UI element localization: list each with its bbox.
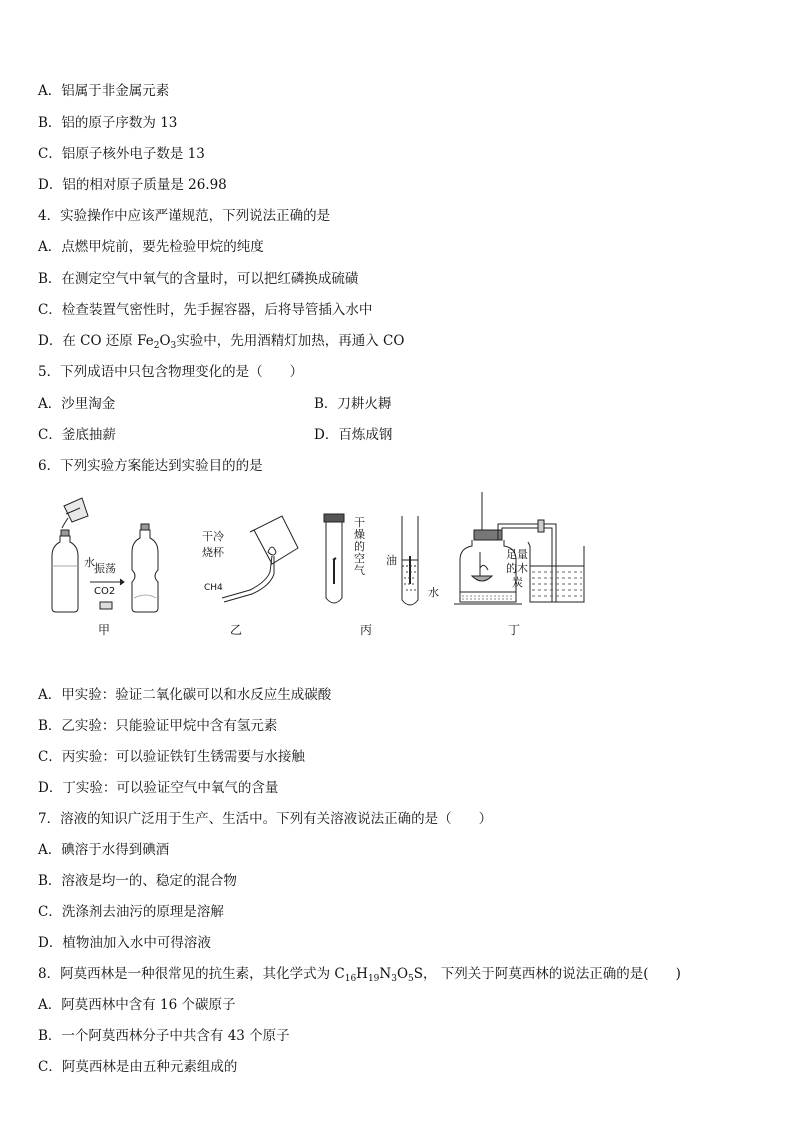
experiment-diagram <box>36 486 596 640</box>
label-dry-air-2: 燥 <box>354 528 365 541</box>
q5-option-d: D．百炼成钢 <box>314 427 393 443</box>
label-beaker: 烧杯 <box>202 546 224 559</box>
q7-option-a: A．碘溶于水得到碘酒 <box>38 842 170 858</box>
q6-option-b: B．乙实验：只能验证甲烷中含有氢元素 <box>38 718 278 734</box>
q4-stem: 4．实验操作中应该严谨规范，下列说法正确的是 <box>38 208 331 224</box>
experiment-figure <box>36 486 596 640</box>
q6-option-d: D．丁实验：可以验证空气中氧气的含量 <box>38 780 279 796</box>
q3-option-c: C．铝原子核外电子数是 13 <box>38 146 205 162</box>
q7-option-c: C．洗涤剂去油污的原理是溶解 <box>38 904 224 920</box>
label-water: 水 <box>84 556 95 569</box>
q7-option-d: D．植物油加入水中可得溶液 <box>38 935 211 951</box>
label-ch4: CH4 <box>204 583 223 593</box>
label-co2: CO2 <box>94 586 116 597</box>
label-oil: 油 <box>386 554 397 567</box>
label-dry-air-4: 空 <box>354 552 365 565</box>
q5-stem: 5．下列成语中只包含物理变化的是（ ） <box>38 364 304 380</box>
label-shake: 振荡 <box>94 562 116 575</box>
q4-option-b: B．在测定空气中氧气的含量时，可以把红磷换成硫磺 <box>38 271 359 287</box>
label-enough: 足量 <box>506 548 528 561</box>
q4-option-d: D．在 CO 还原 $Fe_2O_3$实验中，先用酒精灯加热，再通入 CO <box>38 333 405 351</box>
q8-option-a: A．阿莫西林中含有 16 个碳原子 <box>38 997 236 1013</box>
q4-option-a: A．点燃甲烷前，要先检验甲烷的纯度 <box>38 239 264 255</box>
q8-option-c: C．阿莫西林是由五种元素组成的 <box>38 1059 238 1075</box>
label-dry-air-1: 干 <box>354 516 365 529</box>
q3-option-d: D．铝的相对原子质量是 26.98 <box>38 177 227 193</box>
q4-option-c: C．检查装置气密性时，先手握容器，后将导管插入水中 <box>38 302 373 318</box>
q7-stem: 7．溶液的知识广泛用于生产、生活中。下列有关溶液说法正确的是（ ） <box>38 811 493 827</box>
q5-option-b: B．刀耕火耨 <box>314 396 392 412</box>
label-dry-cold: 干冷 <box>202 530 224 543</box>
q8-option-b: B．一个阿莫西林分子中共含有 43 个原子 <box>38 1028 290 1044</box>
label-ding: 丁 <box>508 623 521 637</box>
q3-option-a: A．铝属于非金属元素 <box>38 83 170 99</box>
q8-stem: 8．阿莫西林是一种很常见的抗生素，其化学式为 $C_{16}H_{19}N_3O_5S$， 下列关于阿莫西林的说法正确的是( ) <box>38 966 681 984</box>
q5-option-c: C．釜底抽薪 <box>38 427 116 443</box>
q6-option-a: A．甲实验：验证二氧化碳可以和水反应生成碳酸 <box>38 687 332 703</box>
q7-option-b: B．溶液是均一的、稳定的混合物 <box>38 873 237 889</box>
label-dry-air-3: 的 <box>354 540 365 553</box>
label-jia: 甲 <box>98 623 111 637</box>
label-carbon: 炭 <box>512 576 523 589</box>
label-yi: 乙 <box>230 623 243 637</box>
label-water2: 水 <box>428 586 439 599</box>
label-wood: 的木 <box>506 562 528 575</box>
q5-option-a: A．沙里淘金 <box>38 396 116 412</box>
q3-option-b: B．铝的原子序数为 13 <box>38 115 178 131</box>
label-dry-air-5: 气 <box>354 564 365 577</box>
label-bing: 丙 <box>360 623 373 637</box>
q6-stem: 6．下列实验方案能达到实验目的的是 <box>38 458 263 474</box>
q6-option-c: C．丙实验：可以验证铁钉生锈需要与水接触 <box>38 749 305 765</box>
